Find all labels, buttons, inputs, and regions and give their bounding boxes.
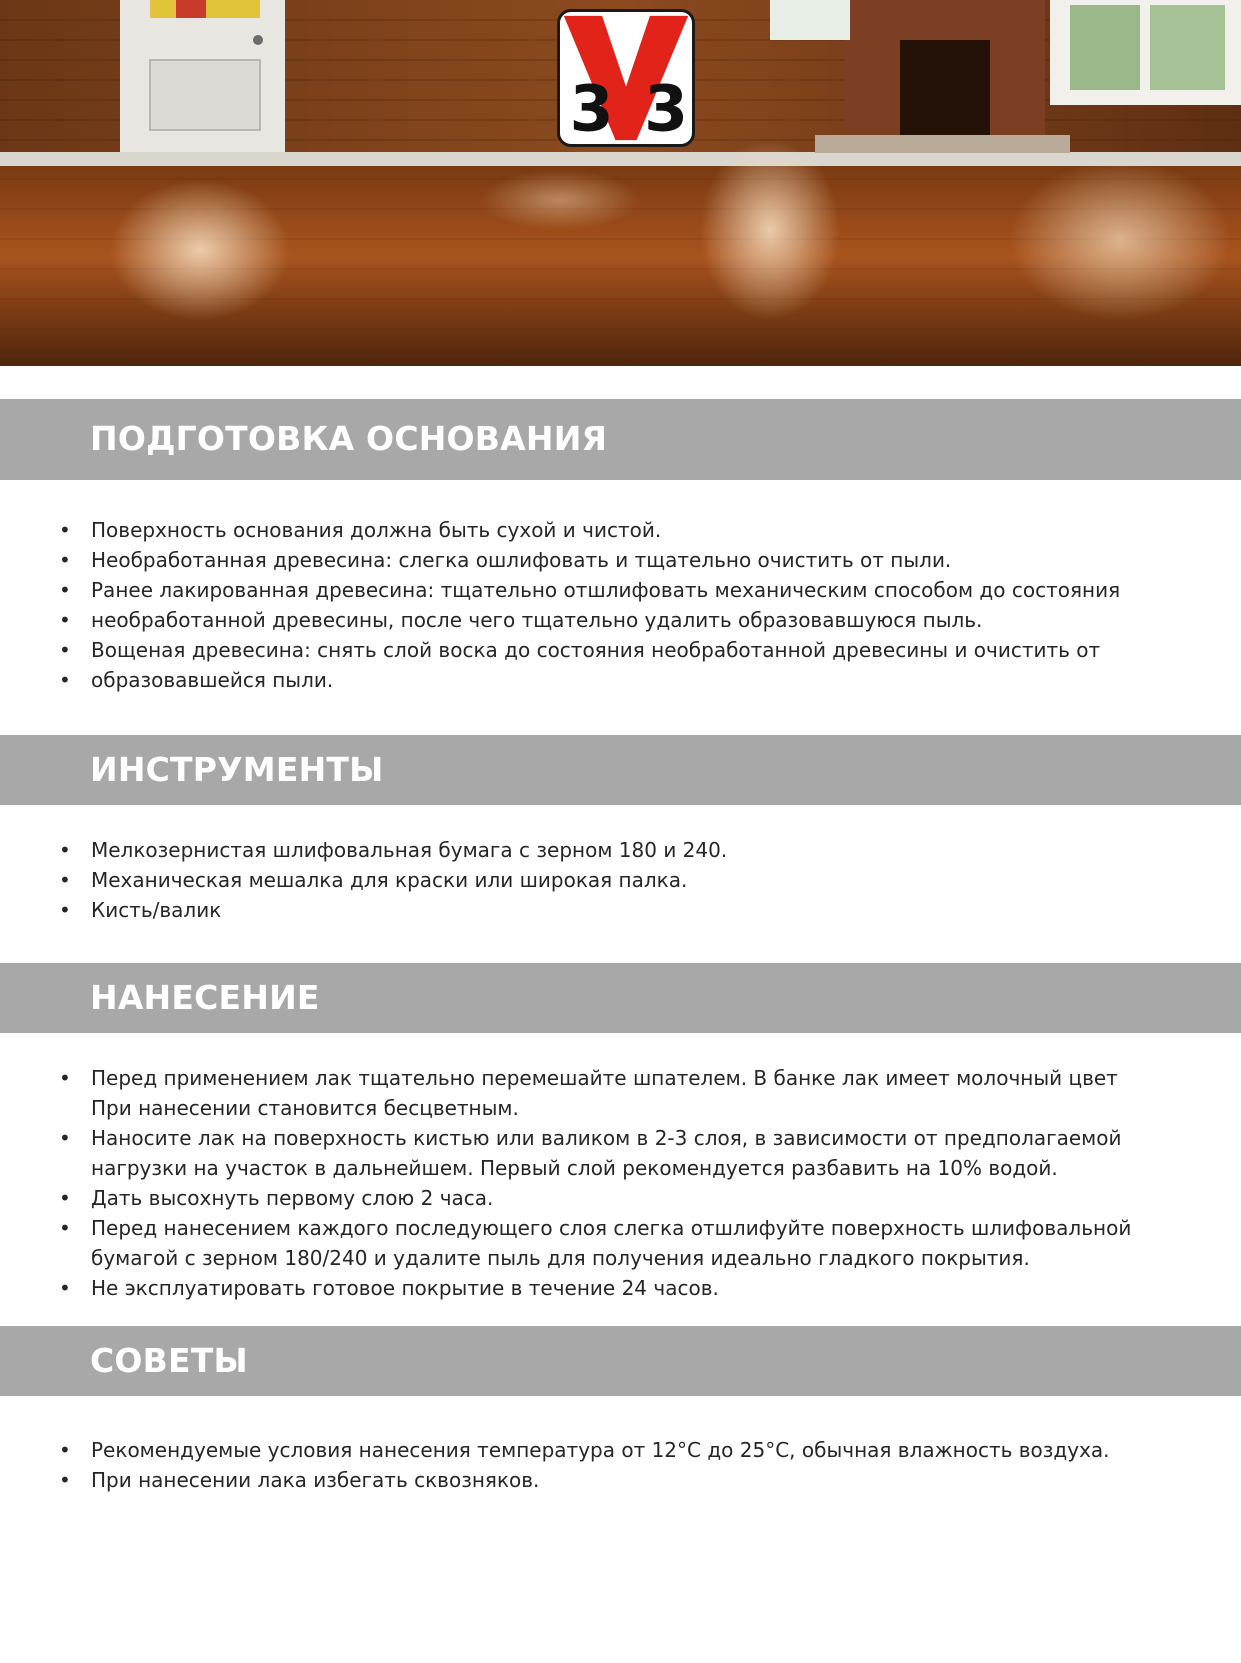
- list-item-line: При нанесении становится бесцветным.: [91, 1096, 519, 1120]
- application-list: [55, 1063, 1195, 1303]
- section-title: ПОДГОТОВКА ОСНОВАНИЯ: [90, 419, 608, 458]
- list-item: • необработанной древесины, после чего тщательно удалить образовавшуюся пыль.: [55, 605, 1195, 635]
- section-header-preparation: [0, 399, 1241, 480]
- section-title: ИНСТРУМЕНТЫ: [90, 750, 384, 789]
- list-item: • Механическая мешалка для краски или широкая палка.: [55, 865, 1195, 895]
- list-item: • Вощеная древесина: снять слой воска до состояния необработанной древесины и очистить от: [55, 635, 1195, 665]
- list-item-line: Наносите лак на поверхность кистью или валиком в 2-3 слоя, в зависимости от предполагаемой: [91, 1126, 1122, 1150]
- list-item: • При нанесении лака избегать сквозняков.: [55, 1465, 1195, 1495]
- list-item: [55, 1123, 1195, 1183]
- tools-list: [55, 835, 1195, 925]
- list-item: [55, 1213, 1195, 1273]
- list-item: • Ранее лакированная древесина: тщательно отшлифовать механическим способом до состояния: [55, 575, 1195, 605]
- logo-right-digit: 3: [644, 71, 689, 144]
- brand-logo-3v3: [557, 9, 695, 147]
- section-header-tips: [0, 1326, 1241, 1396]
- section-header-tools: [0, 735, 1241, 805]
- tips-list: [55, 1435, 1195, 1495]
- list-item: [55, 1063, 1195, 1123]
- list-item: [55, 1273, 1195, 1303]
- preparation-list: [55, 515, 1195, 695]
- list-item: • образовавшейся пыли.: [55, 665, 1195, 695]
- section-header-application: [0, 963, 1241, 1033]
- list-item-line: Перед нанесением каждого последующего слоя слегка отшлифуйте поверхность шлифовальной: [91, 1216, 1132, 1240]
- list-item: [55, 1183, 1195, 1213]
- logo-left-digit: 3: [569, 71, 614, 144]
- list-item-line: бумагой с зерном 180/240 и удалите пыль для получения идеально гладкого покрытия.: [91, 1246, 1030, 1270]
- list-item-line: нагрузки на участок в дальнейшем. Первый слой рекомендуется разбавить на 10% водой.: [91, 1156, 1058, 1180]
- list-item: • Кисть/валик: [55, 895, 1195, 925]
- section-title: СОВЕТЫ: [90, 1341, 248, 1380]
- list-item: • Необработанная древесина: слегка ошлифовать и тщательно очистить от пыли.: [55, 545, 1195, 575]
- list-item-line: Дать высохнуть первому слою 2 часа.: [91, 1186, 494, 1210]
- section-title: НАНЕСЕНИЕ: [90, 978, 320, 1017]
- list-item: • Поверхность основания должна быть сухой и чистой.: [55, 515, 1195, 545]
- list-item: • Мелкозернистая шлифовальная бумага с зерном 180 и 240.: [55, 835, 1195, 865]
- list-item-line: Не эксплуатировать готовое покрытие в течение 24 часов.: [91, 1276, 719, 1300]
- logo-mark: [560, 12, 692, 144]
- list-item: • Рекомендуемые условия нанесения температура от 12°C до 25°C, обычная влажность воздуха.: [55, 1435, 1195, 1465]
- list-item-line: Перед применением лак тщательно перемешайте шпателем. В банке лак имеет молочный цвет: [91, 1066, 1118, 1090]
